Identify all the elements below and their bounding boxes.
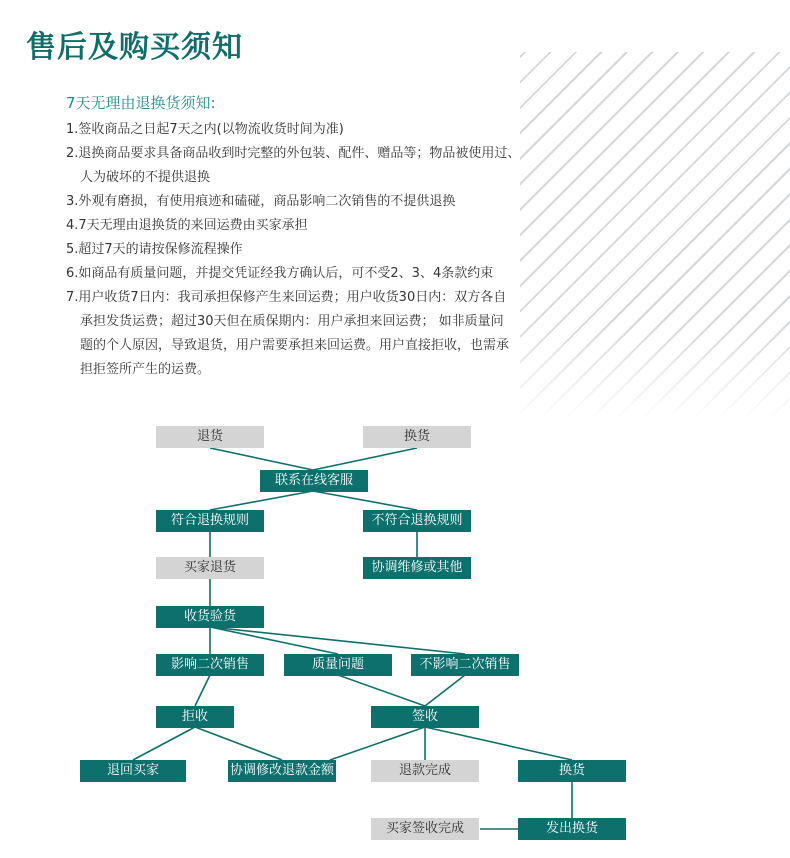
rule-line: 7.用户收货7日内：我司承担保修产生来回运费；用户收货30日内：双方各自 bbox=[66, 290, 507, 305]
flow-node-not-affects-resale: 不影响二次销售 bbox=[411, 654, 519, 676]
flow-node-negotiate-repair: 协调维修或其他 bbox=[363, 557, 471, 579]
rule-line: 1.签收商品之日起7天之内(以物流收货时间为准) bbox=[66, 122, 344, 137]
connector-line bbox=[338, 675, 425, 706]
flow-node-contact-service: 联系在线客服 bbox=[260, 470, 368, 492]
connector-line bbox=[210, 491, 313, 510]
connector-line bbox=[425, 675, 465, 706]
flow-node-buyer-returns: 买家退货 bbox=[156, 557, 264, 579]
connector-line bbox=[133, 727, 195, 760]
flow-node-send-back-buyer: 退回买家 bbox=[80, 760, 186, 782]
rule-line: 4.7天无理由退换货的来回运费由买家承担 bbox=[66, 218, 308, 233]
rule-line: 6.如商品有质量问题，并提交凭证经我方确认后，可不受2、3、4条款约束 bbox=[66, 266, 494, 281]
flow-node-quality-issue: 质量问题 bbox=[284, 654, 392, 676]
notice-heading: 7天无理由退换货须知: bbox=[66, 94, 216, 112]
rule-line: 2.退换商品要求具备商品收到时完整的外包装、配件、赠品等；物品被使用过、 bbox=[66, 146, 521, 161]
connector-line bbox=[210, 448, 313, 470]
flow-node-exchange: 换货 bbox=[363, 426, 471, 448]
flow-node-buyer-signed-complete: 买家签收完成 bbox=[371, 818, 479, 840]
connector-line bbox=[313, 448, 417, 470]
rule-line: 承担发货运费；超过30天但在质保期内：用户承担来回运费； 如非质量问 bbox=[80, 314, 504, 329]
flow-node-negotiate-refund: 协调修改退款金额 bbox=[228, 760, 336, 782]
rule-line: 担拒签所产生的运费。 bbox=[80, 362, 211, 377]
flow-node-sign: 签收 bbox=[371, 706, 479, 728]
connector-line bbox=[210, 627, 465, 654]
flow-node-meets-rules: 符合退换规则 bbox=[156, 510, 264, 532]
flow-node-not-meets-rules: 不符合退换规则 bbox=[363, 510, 471, 532]
connector-line bbox=[195, 727, 282, 760]
flow-node-exchange-goods: 换货 bbox=[518, 760, 626, 782]
flow-node-return: 退货 bbox=[156, 426, 264, 448]
rule-line: 3.外观有磨损，有使用痕迹和磕碰，商品影响二次销售的不提供退换 bbox=[66, 194, 456, 209]
rule-line: 人为破坏的不提供退换 bbox=[80, 170, 211, 185]
flow-node-ship-exchange: 发出换货 bbox=[518, 818, 626, 840]
flow-node-reject: 拒收 bbox=[156, 706, 234, 728]
connector-line bbox=[425, 727, 572, 760]
connector-line bbox=[313, 491, 417, 510]
flow-node-receive-inspect: 收货验货 bbox=[156, 606, 264, 628]
rule-line: 题的个人原因，导致退货，用户需要承担来回运费。用户直接拒收，也需承 bbox=[80, 338, 510, 353]
flow-node-refund-complete: 退款完成 bbox=[371, 760, 479, 782]
page-title: 售后及购买须知 bbox=[26, 30, 243, 65]
connector-line bbox=[195, 675, 210, 706]
flow-node-affects-resale: 影响二次销售 bbox=[156, 654, 264, 676]
rule-line: 5.超过7天的请按保修流程操作 bbox=[66, 242, 243, 257]
connector-line bbox=[330, 727, 425, 760]
connector-line bbox=[210, 627, 338, 654]
